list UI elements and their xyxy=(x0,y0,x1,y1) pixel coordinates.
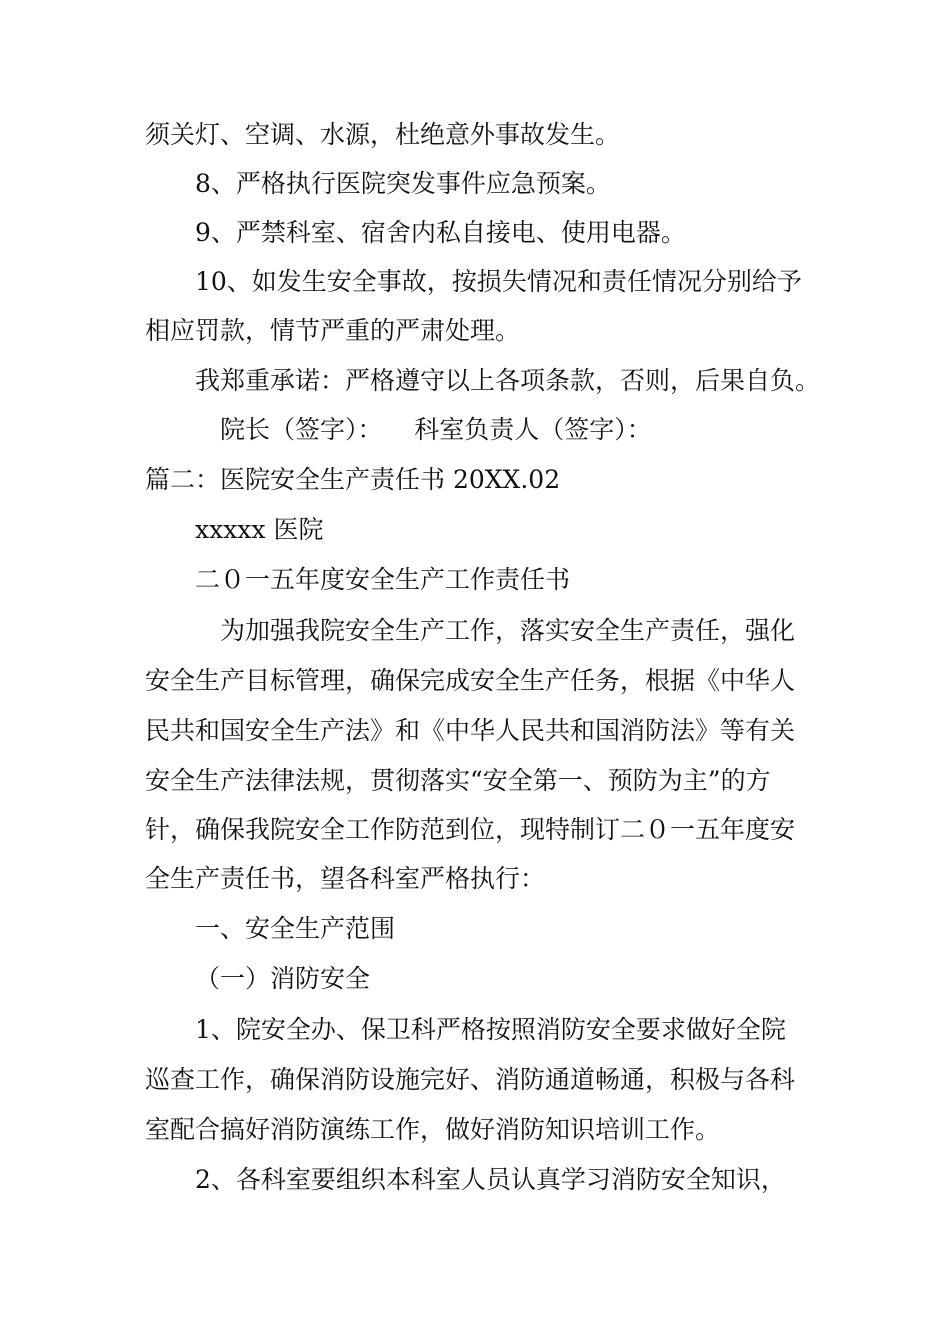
text-line: 巡查工作，确保消防设施完好、消防通道畅通，积极与各科 xyxy=(145,1065,796,1094)
text-line: 相应罚款，情节严重的严肃处理。 xyxy=(145,316,521,345)
text-line: 针，确保我院安全工作防范到位，现特制订二０一五年度安 xyxy=(145,815,796,844)
sub-heading: 一、安全生产范围 xyxy=(195,914,396,943)
text-line: 全生产责任书，望各科室严格执行： xyxy=(145,864,546,893)
text-line: 9、严禁科室、宿舍内私自接电、使用电器。 xyxy=(195,218,686,247)
text-line: 10、如发生安全事故，按损失情况和责任情况分别给予 xyxy=(195,267,802,296)
text-line: 1、院安全办、保卫科严格按照消防安全要求做好全院 xyxy=(195,1015,786,1044)
signature-line: 院长（签字）： 科室负责人（签字）： xyxy=(220,415,652,444)
text-line: 须关灯、空调、水源，杜绝意外事故发生。 xyxy=(145,120,621,149)
text-line: 民共和国安全生产法》和《中华人民共和国消防法》等有关 xyxy=(145,716,796,745)
text-line: 安全生产法律法规，贯彻落实“安全第一、预防为主”的方 xyxy=(145,766,771,795)
text-line: 为加强我院安全生产工作，落实安全生产责任，强化 xyxy=(220,616,796,645)
text-line: 我郑重承诺：严格遵守以上各项条款，否则，后果自负。 xyxy=(195,366,821,395)
text-line: 室配合搞好消防演练工作，做好消防知识培训工作。 xyxy=(145,1115,721,1144)
section-heading: 篇二：医院安全生产责任书 20XX.02 xyxy=(145,465,561,494)
text-line: 2、各科室要组织本科室人员认真学习消防安全知识， xyxy=(195,1165,786,1194)
hospital-name: xxxxx 医院 xyxy=(195,515,324,544)
text-line: 安全生产目标管理，确保完成安全生产任务，根据《中华人 xyxy=(145,666,796,695)
sub-heading: （一）消防安全 xyxy=(195,964,371,993)
text-line: 8、严格执行医院突发事件应急预案。 xyxy=(195,169,611,198)
document-title: 二０一五年度安全生产工作责任书 xyxy=(195,565,571,594)
